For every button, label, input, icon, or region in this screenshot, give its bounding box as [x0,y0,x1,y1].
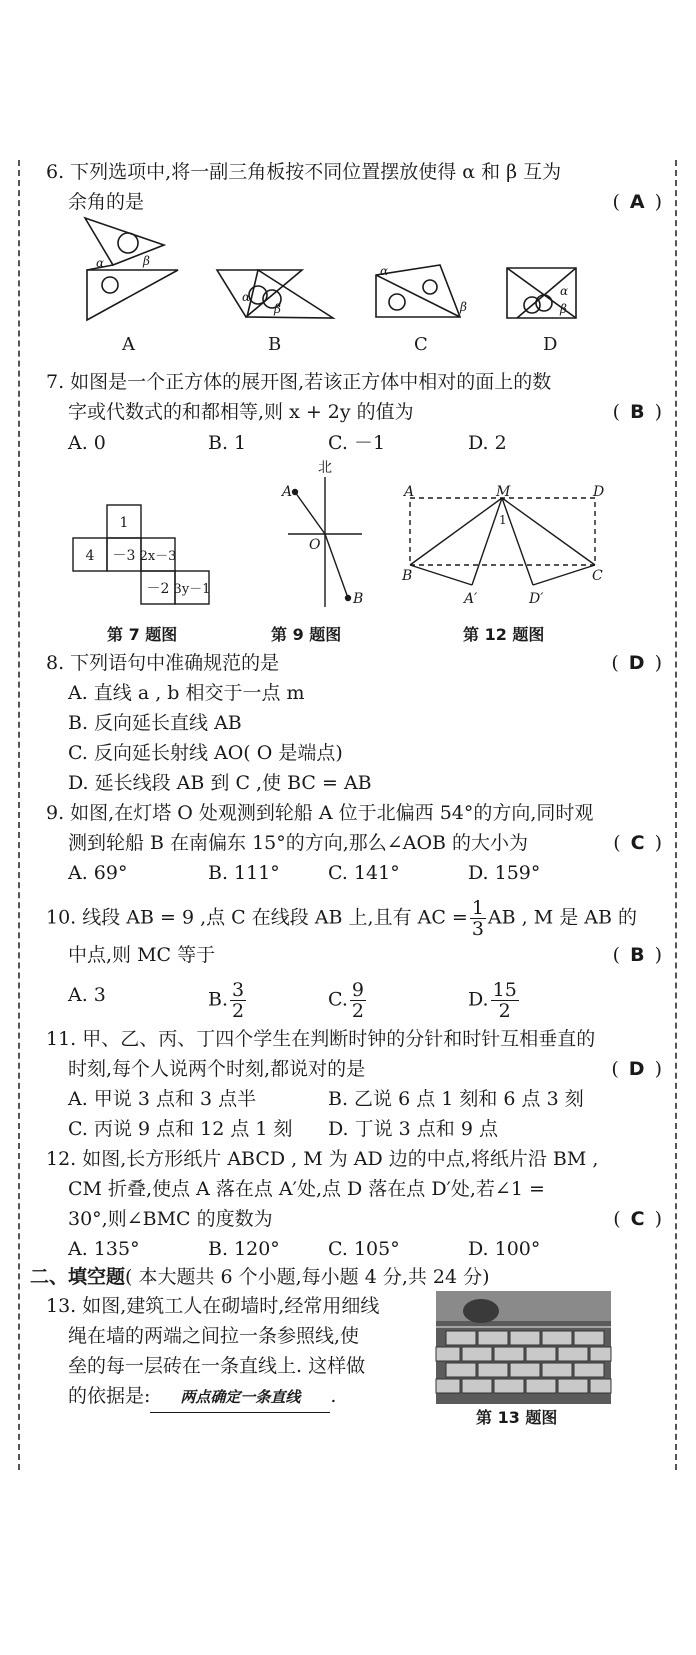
q13-line-3: 垒的每一层砖在一条直线上. 这样做 [68,1355,366,1377]
q8-answer: ( D ) [611,652,662,674]
q10-answer: ( B ) [612,944,662,966]
q12-option-c: C. 105° [328,1238,400,1260]
svg-text:β: β [460,300,467,314]
q6-figure-b [217,270,333,318]
q11-stem-2: 时刻,每个人说两个时刻,都说对的是 [68,1058,366,1080]
fig7-cube-net [73,505,223,605]
q6-fig-label-d: D [543,334,558,355]
q7-stem: 7. 如图是一个正方体的展开图,若该正方体中相对的面上的数 [46,371,552,393]
q10-option-d: D. $\frac{15}{2}$ [468,979,517,1022]
q7-answer: ( B ) [612,401,662,423]
fig12-point-a-prime: A′ [464,591,478,607]
net-cell-2x-3: 2x－3 [139,549,177,564]
fig12-point-a: A [404,484,415,500]
fig12-folded-rectangle [402,484,612,610]
q8-option-a: A. 直线 a , b 相交于一点 m [68,682,305,704]
svg-text:α: α [242,290,251,304]
q9-option-b: B. 111° [208,862,280,884]
fig9-point-b: B [353,591,364,607]
fig9-point-o: O [309,537,321,553]
fig9-north-label: 北 [318,460,332,476]
net-cell-4: 4 [85,548,95,564]
q10-option-b: B. $\frac{3}{2}$ [208,979,245,1022]
q11-option-a: A. 甲说 3 点和 3 点半 [68,1088,257,1110]
section-title: 二、填空题 [30,1266,126,1288]
q10-option-c: C. $\frac{9}{2}$ [328,979,364,1022]
q10-stem-a: 10. 线段 AB = 9 ,点 C 在线段 AB 上,且有 AC = [46,906,468,929]
q12-stem-2: CM 折叠,使点 A 落在点 A′处,点 D 落在点 D′处,若∠1 = [68,1178,545,1200]
net-cell-1: 1 [119,515,129,531]
q11-option-c: C. 丙说 9 点和 12 点 1 刻 [68,1118,293,1140]
q6-figure-d [507,268,576,318]
q6-figure-a [85,218,178,320]
q7-answer-letter: B [630,401,645,423]
fig12-point-d-prime: D′ [529,591,544,607]
net-cell-3y-1: 3y－1 [173,582,211,597]
q6-figures [30,215,670,335]
q9-option-c: C. 141° [328,862,400,884]
fig7-caption: 第 7 题图 [107,625,178,644]
q10-stem-2: 中点,则 MC 等于 [68,944,216,966]
fig12-point-c: C [592,568,603,584]
net-cell-neg3: －3 [112,548,136,564]
q6-beta-label: β [143,254,150,268]
q6-fig-label-b: B [268,334,282,355]
q11-answer: ( D ) [611,1058,662,1080]
q12-stem: 12. 如图,长方形纸片 ABCD , M 为 AD 边的中点,将纸片沿 BM , [46,1148,599,1170]
q8-answer-letter: D [628,652,645,674]
q6-alpha-label: α [96,256,105,270]
fig9-point-a: A [282,484,293,500]
q9-stem-2: 测到轮船 B 在南偏东 15°的方向,那么∠AOB 的大小为 [68,832,529,854]
q11-stem: 11. 甲、乙、丙、丁四个学生在判断时钟的分针和时针互相垂直的 [46,1028,596,1050]
q6-fig-label-c: C [414,334,428,355]
q10-frac-den: 3 [471,918,484,940]
q13-line-2: 绳在墙的两端之间拉一条参照线,使 [68,1325,360,1347]
svg-text:α: α [380,264,389,278]
svg-text:β: β [274,302,281,316]
fig12-point-b: B [402,568,413,584]
q10-frac-num: 1 [471,897,484,919]
q12-stem-3: 30°,则∠BMC 的度数为 [68,1208,273,1230]
q9-option-d: D. 159° [468,862,541,884]
q13-handwritten-answer: 两点确定一条直线 [150,1382,330,1413]
svg-text:β: β [560,302,567,316]
q6-fig-label-a: A [122,334,135,355]
fig9-caption: 第 9 题图 [271,625,342,644]
q7-option-b: B. 1 [208,432,247,454]
net-cell-neg2: －2 [146,581,170,597]
q12-answer-letter: C [630,1208,645,1230]
fig12-point-m: M [496,484,511,500]
q12-option-a: A. 135° [68,1238,140,1260]
q9-option-a: A. 69° [68,862,128,884]
fig12-point-d: D [593,484,605,500]
q10-stem-b: AB , M 是 AB 的 [487,906,637,929]
q6-stem: 6. 下列选项中,将一副三角板按不同位置摆放使得 α 和 β 互为 [46,161,562,183]
q7-option-d: D. 2 [468,432,507,454]
q12-answer: ( C ) [613,1208,662,1230]
q11-option-b: B. 乙说 6 点 1 刻和 6 点 3 刻 [328,1088,584,1110]
q10-option-a: A. 3 [68,984,106,1006]
section-fill-blank-heading [30,1262,490,1292]
left-margin-dashed-line [18,160,20,1470]
q7-option-c: C. －1 [328,432,386,454]
q12-option-b: B. 120° [208,1238,280,1260]
fig13-caption: 第 13 题图 [476,1408,558,1427]
q10-answer-letter: B [630,944,645,966]
q6-answer-letter: A [629,191,645,213]
q11-answer-letter: D [628,1058,645,1080]
q10-fraction [470,898,486,939]
q8-option-c: C. 反向延长射线 AO( O 是端点) [68,742,343,764]
q12-option-d: D. 100° [468,1238,541,1260]
q6-figure-c [376,264,467,317]
q8-option-b: B. 反向延长直线 AB [68,712,242,734]
section-description: ( 本大题共 6 个小题,每小题 4 分,共 24 分) [125,1266,490,1288]
q7-option-a: A. 0 [68,432,106,454]
q10-stem [46,898,637,939]
q9-answer: ( C ) [613,832,662,854]
q8-stem: 8. 下列语句中准确规范的是 [46,652,280,674]
q13-line-1: 13. 如图,建筑工人在砌墙时,经常用细线 [46,1295,380,1317]
fig12-caption: 第 12 题图 [463,625,545,644]
fig9-compass [255,462,385,612]
q9-answer-letter: C [630,832,645,854]
svg-text:α: α [560,284,569,298]
q11-option-d: D. 丁说 3 点和 9 点 [328,1118,498,1140]
fig12-angle-1: 1 [499,513,507,527]
q9-stem: 9. 如图,在灯塔 O 处观测到轮船 A 位于北偏西 54°的方向,同时观 [46,802,594,824]
right-margin-dashed-line [675,160,677,1470]
q13-brick-wall-photo [436,1291,611,1404]
q6-answer: ( A ) [612,191,662,213]
q6-stem-2: 余角的是 [68,191,145,213]
q13-line-4: 的依据是: 两点确定一条直线 . [68,1381,336,1413]
q7-stem-2: 字或代数式的和都相等,则 x + 2y 的值为 [68,401,414,423]
q8-option-d: D. 延长线段 AB 到 C ,使 BC = AB [68,772,372,794]
